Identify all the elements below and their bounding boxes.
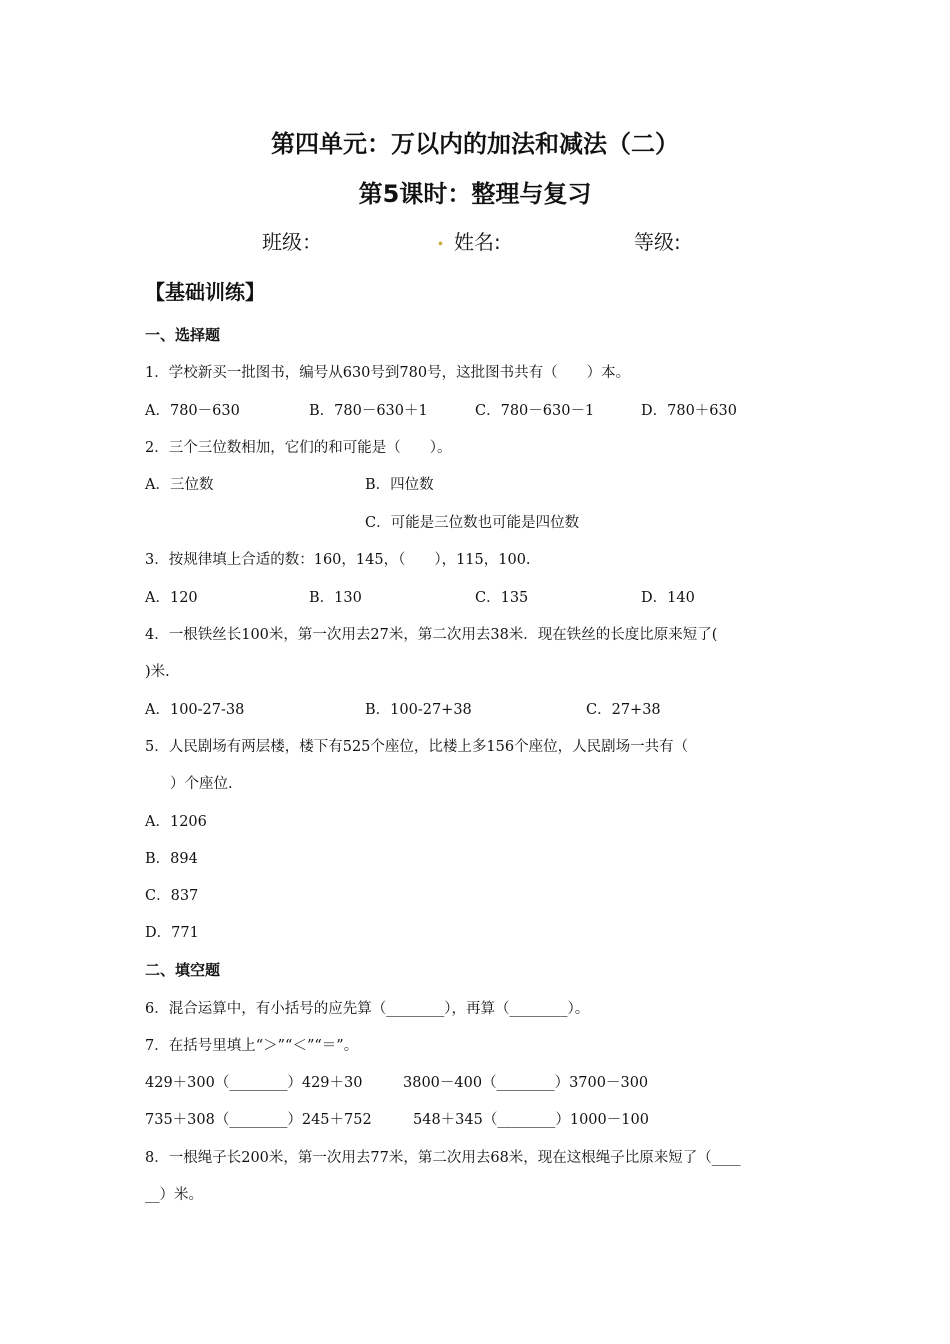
dot-mark: . xyxy=(437,226,444,250)
q1-option-d: D．780＋630 xyxy=(641,403,737,419)
q6-stem: 6．混合运算中，有小括号的应先算（________），再算（________）。 xyxy=(145,1001,590,1017)
q4-stem-line2: )米. xyxy=(145,664,170,680)
q3-stem: 3．按规律填上合适的数：160，145，（ ），115，100. xyxy=(145,552,531,568)
q8-stem-line2: __）米。 xyxy=(145,1187,203,1203)
q7-row1-left: 429＋300（________）429＋30 xyxy=(145,1075,363,1091)
q5-option-d: D．771 xyxy=(145,925,199,941)
q5-stem-line1: 5．人民剧场有两层楼，楼下有525个座位，比楼上多156个座位，人民剧场一共有（ xyxy=(145,739,689,755)
q2-stem: 2．三个三位数相加，它们的和可能是（ ）。 xyxy=(145,440,452,456)
part2-heading: 二、填空题 xyxy=(145,961,221,979)
q4-stem-line1: 4．一根铁丝长100米，第一次用去27米，第二次用去38米．现在铁丝的长度比原来短了( xyxy=(145,627,718,643)
q1-option-c: C．780－630－1 xyxy=(475,403,595,419)
q2-option-c: C．可能是三位数也可能是四位数 xyxy=(365,515,580,531)
q3-option-d: D．140 xyxy=(641,590,695,606)
q1-stem: 1．学校新买一批图书，编号从630号到780号，这批图书共有（ ）本。 xyxy=(145,365,631,381)
name-label: 姓名: xyxy=(454,230,501,254)
section-title: 【基础训练】 xyxy=(145,280,265,304)
q1-option-b: B．780－630＋1 xyxy=(309,403,428,419)
part1-heading: 一、选择题 xyxy=(145,326,221,344)
q7-row2-left: 735＋308（________）245＋752 xyxy=(145,1112,372,1128)
q2-option-a: A．三位数 xyxy=(145,477,214,493)
q4-option-c: C．27+38 xyxy=(586,702,661,718)
q3-option-b: B．130 xyxy=(309,590,362,606)
q2-option-b: B．四位数 xyxy=(365,477,434,493)
q1-option-a: A．780－630 xyxy=(145,403,240,419)
page-subtitle: 第5课时：整理与复习 xyxy=(358,180,592,208)
q5-option-c: C．837 xyxy=(145,888,199,904)
q3-option-a: A．120 xyxy=(145,590,198,606)
q4-option-b: B．100-27+38 xyxy=(365,702,472,718)
q7-row1-right: 3800－400（________）3700－300 xyxy=(403,1075,649,1091)
q5-stem-line2: ）个座位. xyxy=(170,776,233,792)
q4-option-a: A．100-27-38 xyxy=(145,702,245,718)
page-title: 第四单元：万以内的加法和减法（二） xyxy=(271,130,679,158)
q5-option-a: A．1206 xyxy=(145,814,207,830)
q3-option-c: C．135 xyxy=(475,590,529,606)
q7-stem: 7．在括号里填上“＞”“＜”“＝”。 xyxy=(145,1038,359,1054)
q7-row2-right: 548＋345（________）1000－100 xyxy=(413,1112,649,1128)
grade-label: 等级: xyxy=(634,230,681,254)
q8-stem-line1: 8．一根绳子长200米，第一次用去77米，第二次用去68米，现在这根绳子比原来短了（____ xyxy=(145,1150,741,1166)
q5-option-b: B．894 xyxy=(145,851,198,867)
class-label: 班级： xyxy=(262,230,322,254)
